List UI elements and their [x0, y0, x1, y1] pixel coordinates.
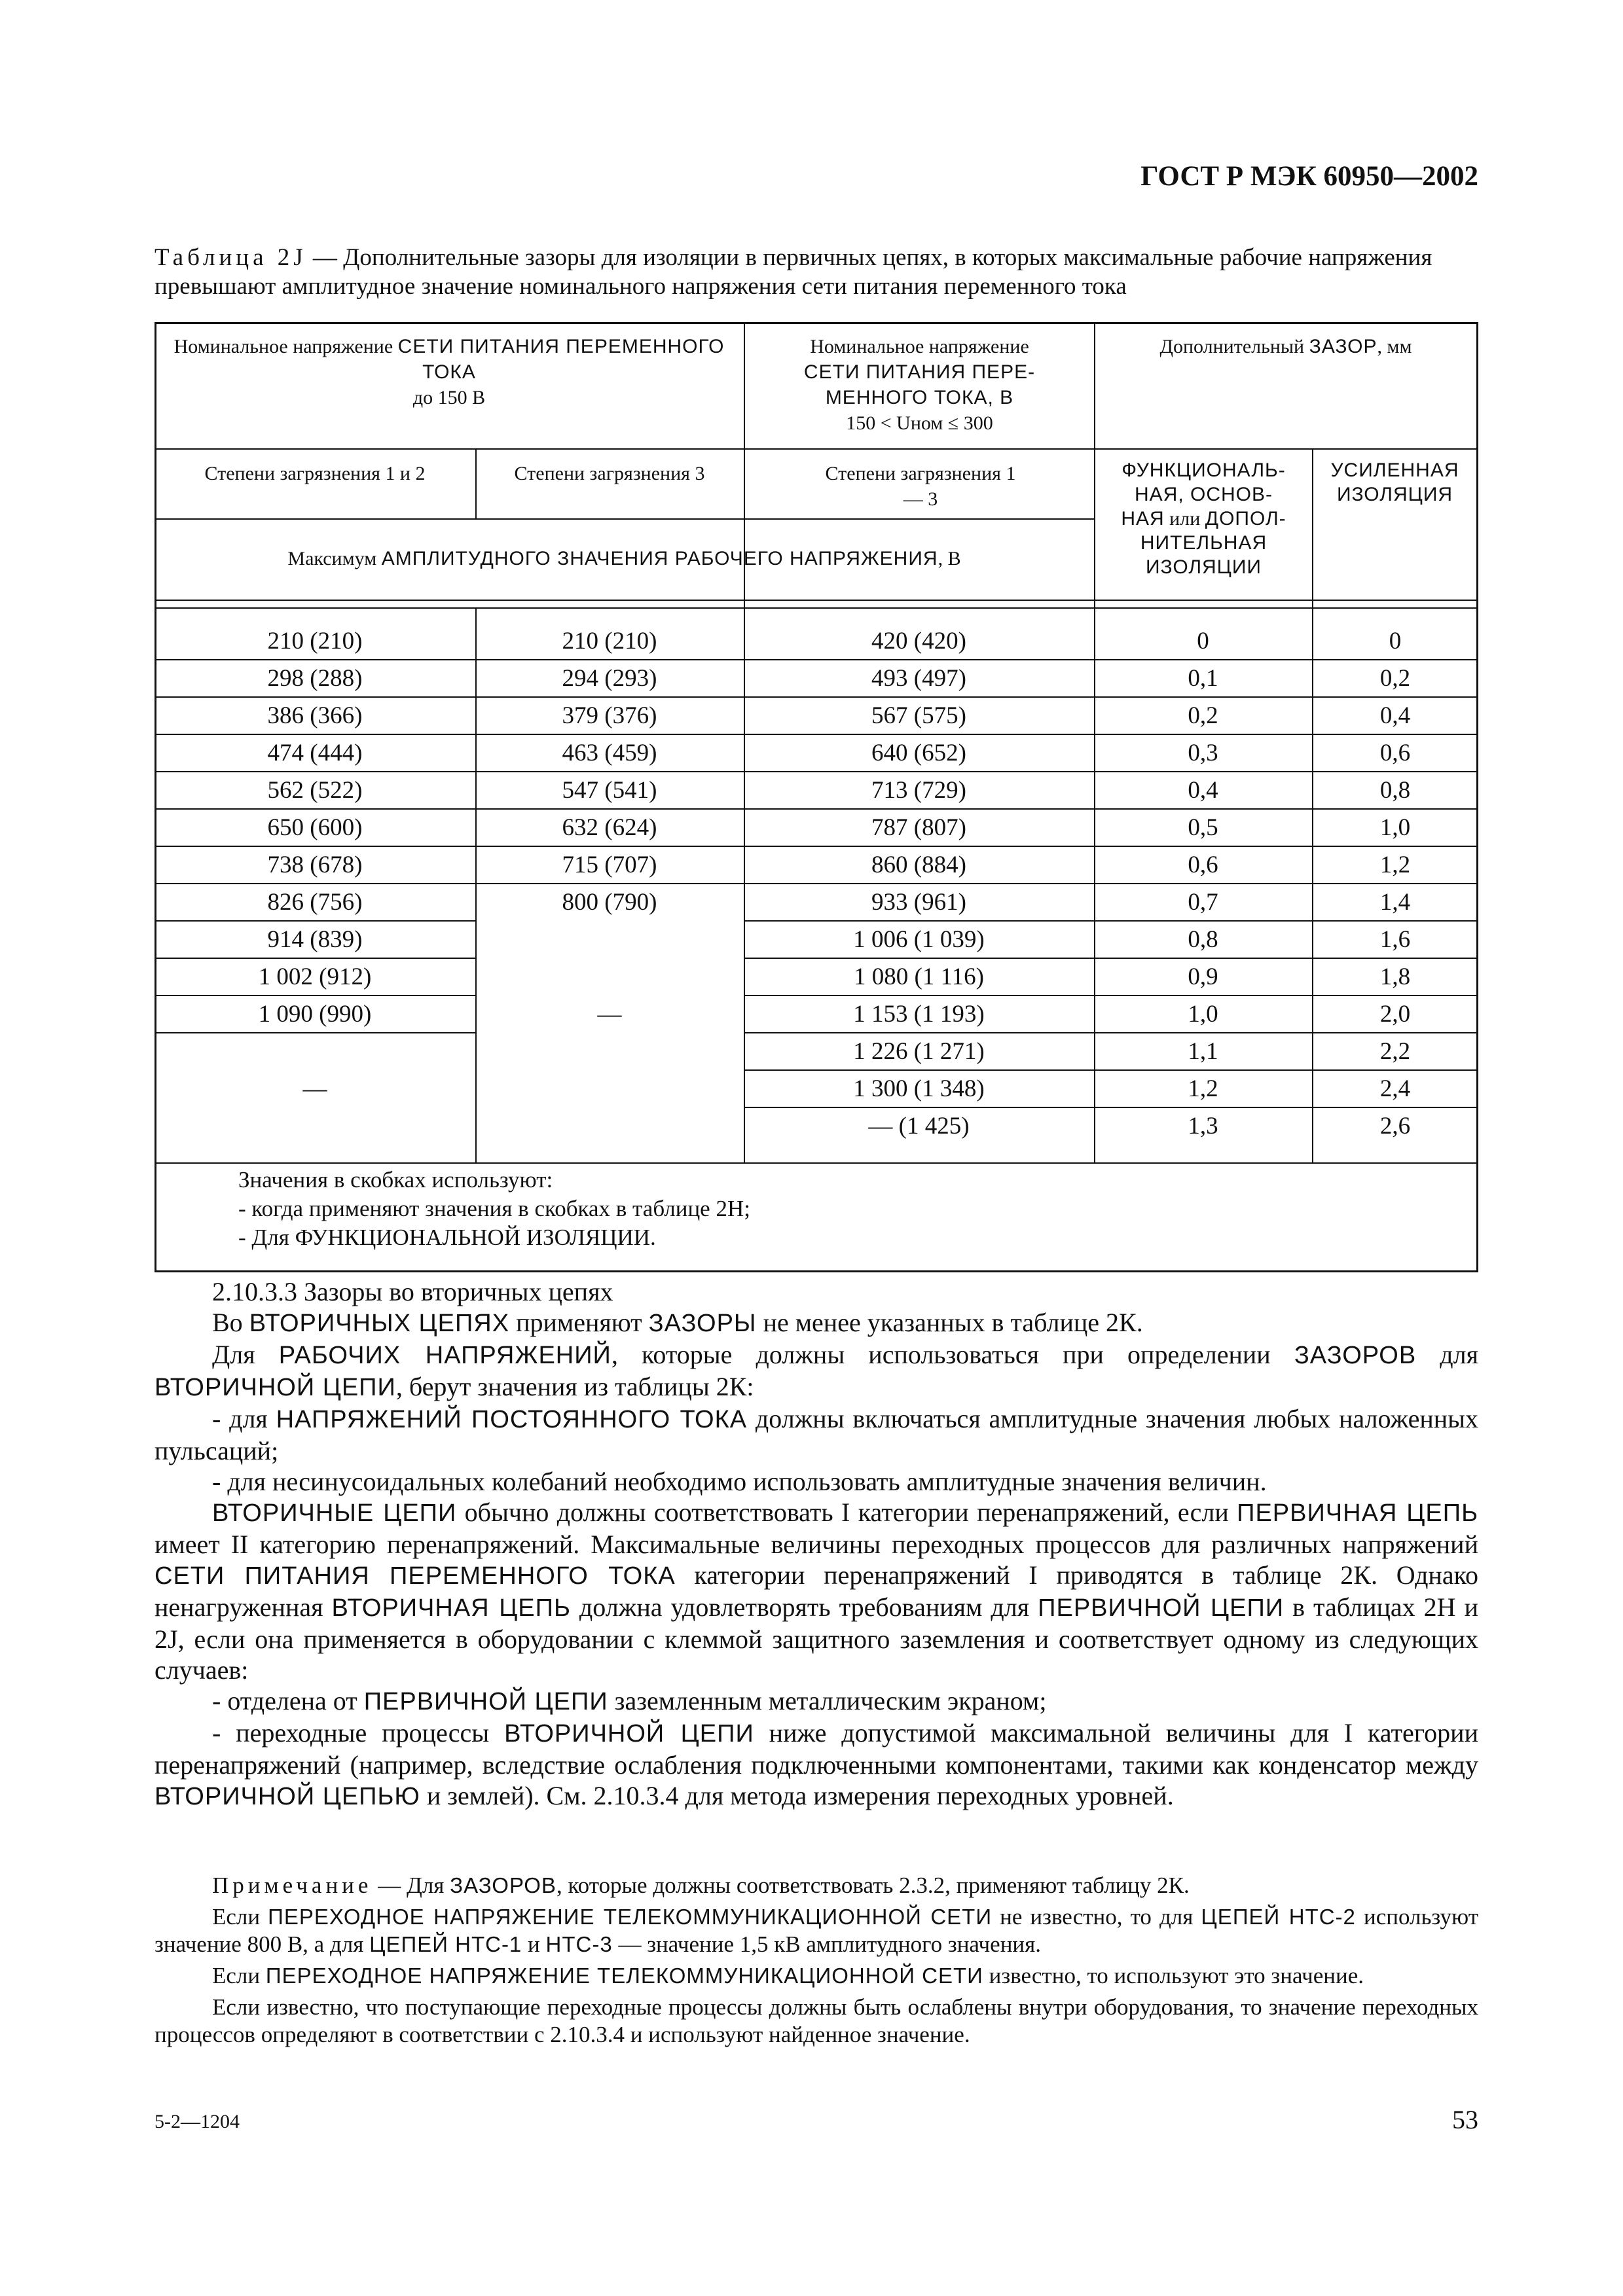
header-caps-text: МЕННОГО ТОКА, В: [825, 387, 1014, 408]
merged-dash-cell: —: [302, 1075, 327, 1102]
text-run: Во: [212, 1308, 249, 1337]
table-cell: 0: [1197, 628, 1209, 655]
table-cell: 210 (210): [267, 628, 363, 655]
header-caps-text: ФУНКЦИОНАЛЬ-: [1122, 459, 1286, 481]
table-cell: 474 (444): [267, 740, 363, 766]
table-cell: 1 090 (990): [258, 1001, 372, 1028]
text-run: обычно должны соответствовать I категории перенапряжений, если: [456, 1498, 1237, 1527]
header-max-peak: [155, 546, 1094, 571]
text-run: заземленным металлическим экраном;: [608, 1686, 1047, 1715]
term: ЗАЗОРЫ: [648, 1310, 757, 1337]
text-run: не известно, то для: [992, 1904, 1201, 1929]
text-run: и: [522, 1931, 546, 1957]
table-cell: 1,4: [1379, 889, 1411, 916]
text-run: - для: [212, 1404, 276, 1433]
term: НТС-3: [545, 1932, 613, 1956]
paragraph: [155, 1307, 1478, 1339]
text-run: не менее указанных в таблице 2К.: [756, 1308, 1143, 1337]
text-run: , берут значения из таблицы 2К:: [395, 1372, 754, 1401]
table-cell: 1 226 (1 271): [853, 1038, 985, 1065]
text-run: применяют: [509, 1308, 649, 1337]
table-cell: 547 (541): [562, 777, 657, 804]
term: ВТОРИЧНОЙ ЦЕПЬЮ: [155, 1783, 420, 1810]
text-run: известно, то используют это значение.: [983, 1963, 1364, 1988]
table-cell: 2,0: [1379, 1001, 1411, 1028]
table-cell: 826 (756): [267, 889, 363, 916]
text-run: и землей). См. 2.10.3.4 для метода измерения переходных уровней.: [420, 1781, 1174, 1810]
table-cell: 632 (624): [562, 814, 657, 841]
table-cell: 420 (420): [871, 628, 966, 655]
term: ПЕРВИЧНОЙ ЦЕПИ: [363, 1688, 608, 1715]
merged-dash-cell: —: [597, 1001, 622, 1028]
section-heading: 2.10.3.3 Зазоры во вторичных цепях: [212, 1277, 613, 1306]
table-caption: [155, 243, 1478, 301]
header-caps-text: НИТЕЛЬНАЯ: [1140, 532, 1267, 554]
table-cell: 0,1: [1188, 665, 1218, 692]
text-run: Если: [212, 1904, 268, 1929]
table-cell: 650 (600): [267, 814, 363, 841]
term: РАБОЧИХ НАПРЯЖЕНИЙ: [278, 1342, 611, 1369]
term: ПЕРВИЧНОЙ ЦЕПИ: [1038, 1594, 1285, 1622]
header-text: или: [1169, 508, 1201, 529]
table-cell: 0,6: [1379, 740, 1411, 766]
table-label: Таблица 2J: [155, 244, 307, 271]
table-note-line: - Для ФУНКЦИОНАЛЬНОЙ ИЗОЛЯЦИИ.: [238, 1225, 656, 1250]
table-cell: 2,2: [1379, 1038, 1411, 1065]
table-cell: 1,0: [1379, 814, 1411, 841]
header-caps-text: ДОПОЛ-: [1205, 508, 1286, 529]
term: ЦЕПЕЙ НТС-1: [369, 1932, 522, 1956]
table-cell: 933 (961): [871, 889, 966, 916]
header-text: Номинальное напряжение: [173, 336, 393, 357]
paragraph: [155, 1497, 1478, 1685]
paragraph: [155, 1403, 1478, 1466]
term: ЗАЗОРОВ: [450, 1873, 556, 1897]
table-cell: 0,2: [1188, 702, 1218, 729]
table-cell: 713 (729): [871, 777, 966, 804]
table-cell: 567 (575): [871, 702, 966, 729]
text-run: ниже допустимой максимальной величины для I категории перенапряжений (например, вследствие ослабления подключенными компонентами, такими как конденсатор между: [155, 1718, 1478, 1780]
table-cell: 0,5: [1188, 814, 1218, 841]
header-clearance: [1095, 334, 1476, 359]
header-caps-text: УСИЛЕННАЯ: [1330, 459, 1459, 481]
term: ВТОРИЧНЫЕ ЦЕПИ: [212, 1499, 457, 1527]
table-cell: 1 006 (1 039): [853, 926, 985, 953]
table-cell: 800 (790): [562, 889, 657, 916]
header-reinforced-insulation: [1313, 458, 1476, 507]
table-cell: 294 (293): [562, 665, 657, 692]
header-caps-text: НАЯ, ОСНОВ-: [1134, 484, 1273, 505]
table-cell: 0,3: [1188, 740, 1218, 766]
table-cell: 0,8: [1379, 777, 1411, 804]
text-run: должна удовлетворять требованиям для: [570, 1592, 1038, 1622]
term: ПЕРВИЧНАЯ ЦЕПЬ: [1237, 1499, 1479, 1527]
text-run: — Для: [372, 1873, 450, 1898]
table-cell: 0,4: [1379, 702, 1411, 729]
paragraph: [155, 1339, 1478, 1403]
text-run: , которые должны использоваться при определении: [611, 1340, 1294, 1369]
text-run: для: [1416, 1340, 1478, 1369]
note-paragraph: [155, 1872, 1478, 1899]
table-cell: 1,6: [1379, 926, 1411, 953]
header-text: Максимум: [287, 548, 377, 569]
header-pollution-1-3: Степени загрязнения 1 — 3: [825, 463, 1016, 510]
table-note-line: - когда применяют значения в скобках в таблице 2Н;: [238, 1196, 750, 1221]
table-note-line: Значения в скобках используют:: [238, 1167, 553, 1193]
table-cell: 1,3: [1188, 1113, 1218, 1139]
term: ВТОРИЧНЫХ ЦЕПЯХ: [249, 1310, 510, 1337]
header-text: 150 < Uном ≤ 300: [846, 412, 993, 434]
table-cell: 0,4: [1188, 777, 1218, 804]
table-cell: 0,8: [1188, 926, 1218, 953]
footer-print-code: 5-2—1204: [155, 2111, 240, 2132]
note-label: Примечание: [212, 1873, 373, 1898]
table-cell: 1,2: [1188, 1075, 1218, 1102]
header-functional-insulation: [1095, 458, 1312, 579]
note-paragraph: Если известно, что поступающие переходные процессы должны быть ослаблены внутри оборудования, то значение переходных процессов определяют в соответствии с 2.10.3.4 и используют найденное значение.: [155, 1994, 1478, 2047]
table-cell: 379 (376): [562, 702, 657, 729]
table-cell: 914 (839): [267, 926, 363, 953]
term: ЗАЗОРОВ: [1294, 1342, 1417, 1369]
table-cell: 210 (210): [562, 628, 657, 655]
text-run: - отделена от: [212, 1686, 364, 1715]
table-cell: 0,6: [1188, 852, 1218, 878]
term: ЦЕПЕЙ НТС-2: [1201, 1905, 1356, 1929]
table-cell: 0,7: [1188, 889, 1218, 916]
paragraph: [155, 1685, 1478, 1717]
text-run: используют значение 800 В, а для: [155, 1904, 1478, 1957]
note-paragraph: [155, 1903, 1478, 1958]
table-cell: 562 (522): [267, 777, 363, 804]
table-cell: 1,0: [1188, 1001, 1218, 1028]
table-cell: 715 (707): [562, 852, 657, 878]
note-paragraph: [155, 1962, 1478, 1990]
body-text: [155, 1276, 1478, 1812]
header-pollution-3: Степени загрязнения 3: [514, 463, 705, 484]
header-caps-text: СЕТИ ПИТАНИЯ ПЕРЕМЕННОГО ТОКА: [397, 336, 725, 383]
header-voltage-150: [155, 334, 744, 410]
header-caps-text: ИЗОЛЯЦИЯ: [1336, 484, 1453, 505]
header-caps-text: ЗАЗОР: [1309, 336, 1377, 357]
table-cell: 493 (497): [871, 665, 966, 692]
table-cell: 0,2: [1379, 665, 1411, 692]
term: ВТОРИЧНОЙ ЦЕПИ: [155, 1374, 396, 1401]
paragraph: - для несинусоидальных колебаний необходимо использовать амплитудные значения величин.: [212, 1467, 1267, 1496]
table-cell: 640 (652): [871, 740, 966, 766]
text-run: должны включаться амплитудные значения любых наложенных пульсаций;: [155, 1404, 1479, 1465]
header-text: , мм: [1377, 336, 1412, 357]
table-cell: 1 080 (1 116): [853, 963, 985, 990]
header-caps-text: НАЯ: [1121, 508, 1165, 529]
page-number: 53: [1452, 2105, 1478, 2134]
paragraph: [155, 1717, 1478, 1812]
table-cell: 1 300 (1 348): [853, 1075, 985, 1102]
table-cell: 1 153 (1 193): [853, 1001, 985, 1028]
table-cell: 860 (884): [871, 852, 966, 878]
table-caption-text: — Дополнительные зазоры для изоляции в первичных цепях, в которых максимальные рабочие напряжения превышают амплитудное значение номинального напряжения сети питания переменного тока: [155, 244, 1432, 300]
table-cell: 1 002 (912): [258, 963, 372, 990]
text-run: - переходные процессы: [212, 1718, 505, 1748]
text-run: Для: [212, 1340, 279, 1369]
table-cell: 386 (366): [267, 702, 363, 729]
header-text: , В: [938, 548, 961, 569]
header-text: Номинальное напряжение: [810, 336, 1029, 357]
table-cell: 1,8: [1379, 963, 1411, 990]
header-caps-text: АМПЛИТУДНОГО ЗНАЧЕНИЯ РАБОЧЕГО НАПРЯЖЕНИЯ: [381, 548, 938, 569]
term: ВТОРИЧНАЯ ЦЕПЬ: [331, 1594, 571, 1622]
text-run: категории перенапряжений I приводятся в таблице 2К. Однако ненагруженная: [155, 1560, 1478, 1622]
header-caps-text: ИЗОЛЯЦИИ: [1145, 556, 1262, 578]
table-cell: 0,9: [1188, 963, 1218, 990]
text-run: , которые должны соответствовать 2.3.2, применяют таблицу 2К.: [556, 1873, 1190, 1898]
text-run: Если: [212, 1963, 266, 1988]
text-run: в таблицах 2Н и 2J, если она применяется в оборудовании с клеммой защитного заземления и соответствует одному из следующих случаев:: [155, 1592, 1478, 1685]
term: ПЕРЕХОДНОЕ НАПРЯЖЕНИЕ ТЕЛЕКОММУНИКАЦИОННОЙ СЕТИ: [265, 1964, 983, 1988]
table-cell: 2,6: [1379, 1113, 1411, 1139]
header-text: до 150 В: [412, 387, 486, 408]
table-cell: — (1 425): [868, 1113, 970, 1139]
table-cell: 738 (678): [267, 852, 363, 878]
table-cell: 1,2: [1379, 852, 1411, 878]
document-header: ГОСТ Р МЭК 60950—2002: [1140, 161, 1478, 192]
text-run: — значение 1,5 кВ амплитудного значения.: [612, 1931, 1042, 1957]
table-cell: 2,4: [1379, 1075, 1411, 1102]
table-cell: 787 (807): [871, 814, 966, 841]
clearance-table: [155, 322, 1478, 1272]
term: ПЕРЕХОДНОЕ НАПРЯЖЕНИЕ ТЕЛЕКОММУНИКАЦИОННОЙ СЕТИ: [268, 1905, 993, 1929]
term: ВТОРИЧНОЙ ЦЕПИ: [504, 1720, 754, 1748]
header-caps-text: СЕТИ ПИТАНИЯ ПЕРЕ-: [803, 361, 1036, 383]
table-cell: 0: [1389, 628, 1402, 655]
table-notes: [238, 1166, 750, 1252]
text-run: имеет II категорию перенапряжений. Максимальные величины переходных процессов для различных напряжений: [155, 1530, 1478, 1559]
header-pollution-1-2: Степени загрязнения 1 и 2: [204, 463, 426, 484]
note-block: [155, 1872, 1478, 2053]
term: СЕТИ ПИТАНИЯ ПЕРЕМЕННОГО ТОКА: [155, 1562, 676, 1590]
table-cell: 298 (288): [267, 665, 363, 692]
table-cell: 463 (459): [562, 740, 657, 766]
term: НАПРЯЖЕНИЙ ПОСТОЯННОГО ТОКА: [276, 1406, 748, 1433]
header-voltage-300: [745, 334, 1094, 436]
table-cell: 1,1: [1188, 1038, 1218, 1065]
header-text: Дополнительный: [1159, 336, 1305, 357]
